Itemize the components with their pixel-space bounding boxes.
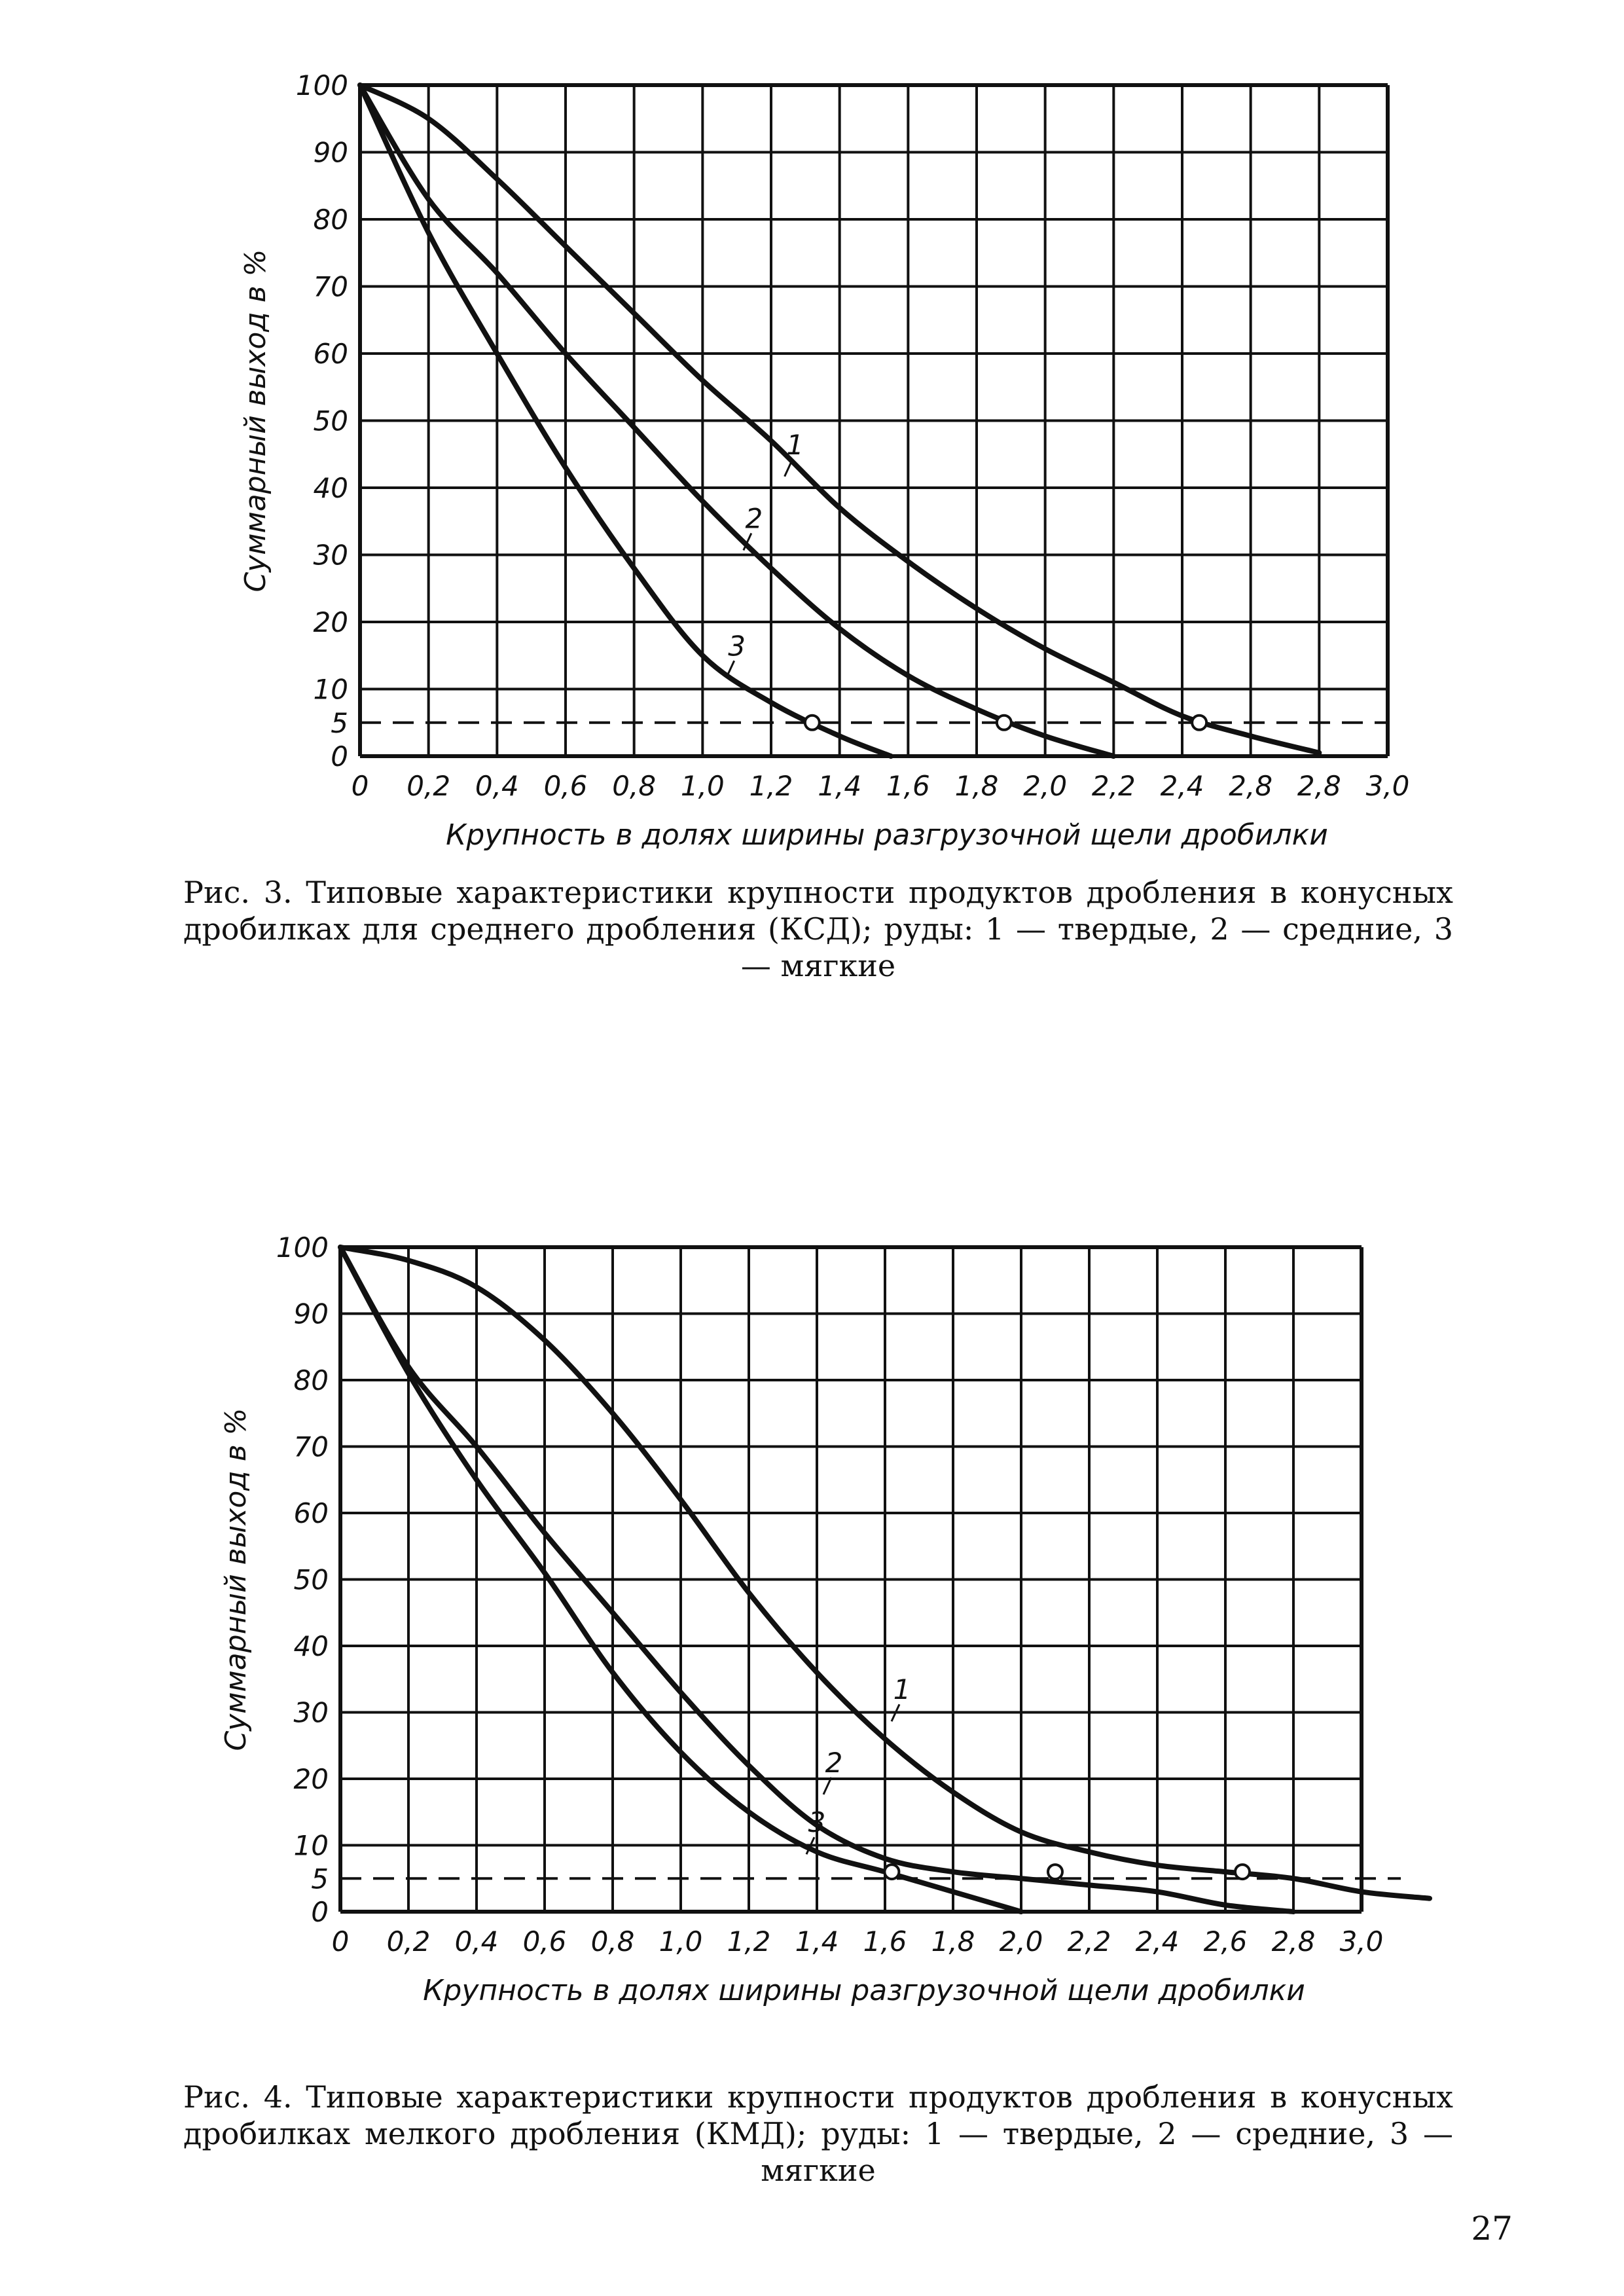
y-axis-title: Суммарный выход в % (239, 249, 272, 592)
series-3-label: 3 (728, 630, 746, 663)
y-tick-label: 90 (313, 136, 348, 169)
x-tick-label: 2,8 (1297, 770, 1341, 802)
x-tick-label: 2,4 (1160, 770, 1204, 802)
page-number: 27 (1471, 2210, 1513, 2248)
series-2-label: 2 (745, 502, 763, 535)
x-tick-label: 2,4 (1135, 1925, 1180, 1958)
chart-figure-3 (0, 39, 1624, 877)
y-tick-label: 80 (313, 204, 348, 236)
x-tick-label: 1,0 (680, 770, 725, 802)
x-tick-label: 0,8 (590, 1925, 635, 1958)
series-2-marker (997, 716, 1011, 730)
y-tick-label: 100 (295, 69, 348, 101)
x-tick-label: 0,2 (386, 1925, 431, 1958)
y-tick-label: 10 (293, 1829, 329, 1862)
figure-3 (0, 39, 1624, 877)
y-tick-label: 80 (293, 1364, 329, 1396)
x-tick-label: 0,4 (475, 770, 519, 802)
x-tick-label: 3,0 (1365, 770, 1410, 802)
y-tick-label: 10 (313, 673, 348, 706)
x-tick-label: 0,8 (612, 770, 657, 802)
y-tick-label: 0 (311, 1896, 329, 1928)
grid (340, 1247, 1362, 1912)
y-tick-label: 60 (313, 338, 348, 370)
x-tick-label: 1,2 (727, 1925, 771, 1958)
series-1-label: 1 (786, 428, 804, 461)
x-tick-label: 1,4 (795, 1925, 839, 1958)
figure-3-caption: Рис. 3. Типовые характеристики крупности продуктов дробления в конусных дробилках для среднего дробления (КСД); руды: 1 — твердые, 2 — средние, 3 — мягкие (183, 875, 1453, 983)
x-tick-label: 0,4 (454, 1925, 499, 1958)
x-tick-label: 1,8 (931, 1925, 975, 1958)
y-tick-label: 0 (331, 740, 348, 773)
y-tick-label: 60 (293, 1497, 329, 1529)
figure-4-caption: Рис. 4. Типовые характеристики крупности продуктов дробления в конусных дробилках мелкого дробления (КМД); руды: 1 — твердые, 2 — средние, 3 — мягкие (183, 2079, 1453, 2188)
x-tick-label: 2,2 (1067, 1925, 1111, 1958)
x-tick-label: 2,0 (999, 1925, 1043, 1958)
x-tick-label: 3,0 (1339, 1925, 1384, 1958)
x-tick-label: 0 (331, 1925, 350, 1958)
x-tick-label: 2,8 (1271, 1925, 1316, 1958)
y-tick-label: 50 (293, 1563, 329, 1596)
y-tick-label: 20 (313, 606, 348, 638)
y-axis-title: Суммарный выход в % (219, 1408, 253, 1751)
y-tick-label: 5 (331, 706, 348, 739)
chart-figure-4 (0, 1198, 1624, 2075)
x-tick-label: 0,6 (522, 1925, 567, 1958)
x-tick-label: 1,4 (818, 770, 862, 802)
y-tick-label: 70 (313, 270, 348, 303)
x-tick-label: 1,6 (886, 770, 930, 802)
series-1-marker (1235, 1865, 1250, 1879)
x-tick-label: 2,8 (1229, 770, 1273, 802)
x-tick-label: 1,6 (863, 1925, 907, 1958)
series-1-leader (785, 460, 793, 477)
y-tick-label: 20 (293, 1763, 329, 1795)
x-axis-title: Крупность в долях ширины разгрузочной щели дробилки (446, 818, 1328, 852)
y-tick-label: 100 (276, 1231, 329, 1264)
x-tick-label: 1,8 (954, 770, 999, 802)
series-3-marker (884, 1865, 899, 1879)
x-tick-label: 2,6 (1203, 1925, 1248, 1958)
x-tick-label: 0,2 (406, 770, 451, 802)
x-tick-label: 1,2 (749, 770, 793, 802)
series-2-label: 2 (825, 1746, 843, 1779)
series-2-marker (1048, 1865, 1062, 1879)
y-tick-label: 40 (293, 1630, 329, 1662)
y-tick-label: 5 (311, 1863, 329, 1895)
x-axis-title: Крупность в долях ширины разгрузочной щели дробилки (423, 1974, 1305, 2007)
series-3-marker (805, 716, 820, 730)
series-1-marker (1192, 716, 1206, 730)
y-tick-label: 40 (313, 472, 348, 504)
x-tick-label: 1,0 (659, 1925, 703, 1958)
y-tick-label: 50 (313, 405, 348, 437)
series-3-label: 3 (808, 1806, 826, 1839)
x-tick-label: 0 (351, 770, 369, 802)
figure-4 (0, 1198, 1624, 2075)
x-tick-label: 0,6 (543, 770, 588, 802)
x-tick-label: 2,0 (1023, 770, 1068, 802)
x-tick-label: 2,2 (1091, 770, 1136, 802)
y-tick-label: 30 (293, 1696, 329, 1729)
series-1-label: 1 (893, 1673, 911, 1706)
y-tick-label: 30 (313, 539, 348, 572)
y-tick-label: 90 (293, 1298, 329, 1330)
y-tick-label: 70 (293, 1430, 329, 1463)
